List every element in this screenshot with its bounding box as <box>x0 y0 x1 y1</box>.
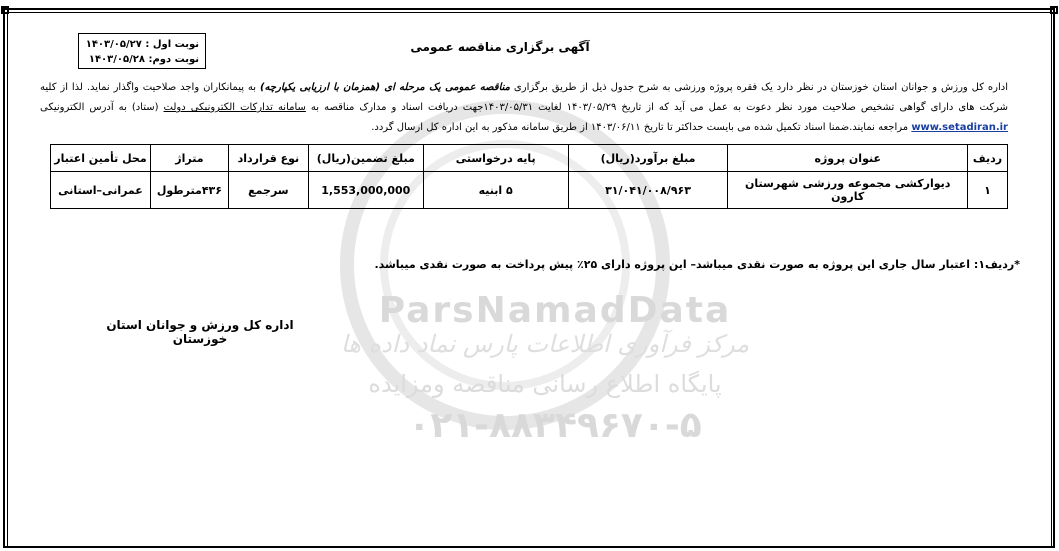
cell-project-title: دیوارکشی مجموعه ورزشی شهرستان کارون <box>728 172 968 209</box>
watermark-line2: پایگاه اطلاع رسانی مناقصه ومزایده <box>368 370 722 398</box>
cell-length: ۴۳۶مترطول <box>150 172 228 209</box>
table-header-row <box>51 145 1008 172</box>
intro-text-2: به پیمانکاران واجد صلاحیت واگذار نماید. لذا از کلیه شرکت های دارای گواهی تشخیص صلاحیت مورد نظر دعوت به عمل می آید که از تاریخ ۱۴۰۳/۰۵/۲۹ لغایت ۱۴۰۳/۰۵/۳۱جهت دریافت اسناد و مدارک مناقصه به <box>40 82 1008 113</box>
watermark-phone: ۰۲۱-۸۸۳۴۹۶۷۰-۵ <box>408 405 702 446</box>
cell-estimate: ۳۱/۰۴۱/۰۰۸/۹۶۳ <box>568 172 728 209</box>
cell-guarantee: 1,553,000,000 <box>308 172 423 209</box>
intro-bold-tender-type: مناقصه عمومی یک مرحله ای (همزمان با ارزیابی یکپارچه) <box>259 82 510 93</box>
header-project-title: عنوان پروژه <box>728 145 968 172</box>
corner-ornament-left <box>1 6 9 14</box>
intro-text-1: اداره کل ورزش و جوانان استان خوزستان در نظر دارد یک فقره پروژه ورزشی به شرح جدول ذیل از طریق برگزاری <box>510 82 1008 93</box>
table-row <box>51 172 1008 209</box>
header-estimate: مبلغ برآورد(ریال) <box>568 145 728 172</box>
header-contract-type: نوع قرارداد <box>228 145 308 172</box>
cell-grade: ۵ ابنیه <box>423 172 568 209</box>
setadiran-link[interactable]: www.setadiran.ir <box>911 122 1008 133</box>
first-publication-date: نوبت اول : ۱۴۰۳/۰۵/۲۷ <box>85 39 199 50</box>
header-grade: پایه درخواستی <box>423 145 568 172</box>
header-row-number: ردیف <box>968 145 1008 172</box>
issuer-signature: اداره کل ورزش و جوانان استان خوزستان <box>106 318 294 346</box>
corner-ornament-right <box>1050 6 1058 14</box>
intro-text-3: (ستاد) به آدرس الکترونیکی <box>40 102 164 113</box>
cell-contract-type: سرجمع <box>228 172 308 209</box>
intro-text-4: مراجعه نمایند.ضمنا اسناد تکمیل شده می بایست حداکثر تا تاریخ ۱۴۰۳/۰۶/۱۱ از طریق سامانه مذکور به این اداره کل ارسال گردد. <box>371 122 912 133</box>
projects-table <box>50 144 1008 209</box>
watermark-brand: ParsNamadData <box>378 290 732 331</box>
header-length: متراژ <box>150 145 228 172</box>
watermark-line1: مرکز فرآوری اطلاعات پارس نماد داده ها <box>340 330 750 358</box>
second-publication-date: نوبت دوم: ۱۴۰۳/۰۵/۲۸ <box>88 54 199 65</box>
publication-dates-box <box>78 33 206 69</box>
header-guarantee: مبلغ تضمین(ریال) <box>308 145 423 172</box>
cell-row-number: ۱ <box>968 172 1008 209</box>
cell-funding-source: عمرانی–استانی <box>51 172 151 209</box>
header-funding-source: محل تأمین اعتبار <box>51 145 151 172</box>
notice-title: آگهی برگزاری مناقصه عمومی <box>410 40 590 54</box>
intro-system-name: سامانه تدارکات الکترونیکی دولت <box>163 102 306 113</box>
intro-paragraph <box>40 78 1008 138</box>
payment-note: *ردیف۱: اعتبار سال جاری این پروژه به صورت نقدی میباشد– این پروژه دارای ۲۵٪ پیش پرداخت به صورت نقدی میباشد. <box>374 258 1020 271</box>
